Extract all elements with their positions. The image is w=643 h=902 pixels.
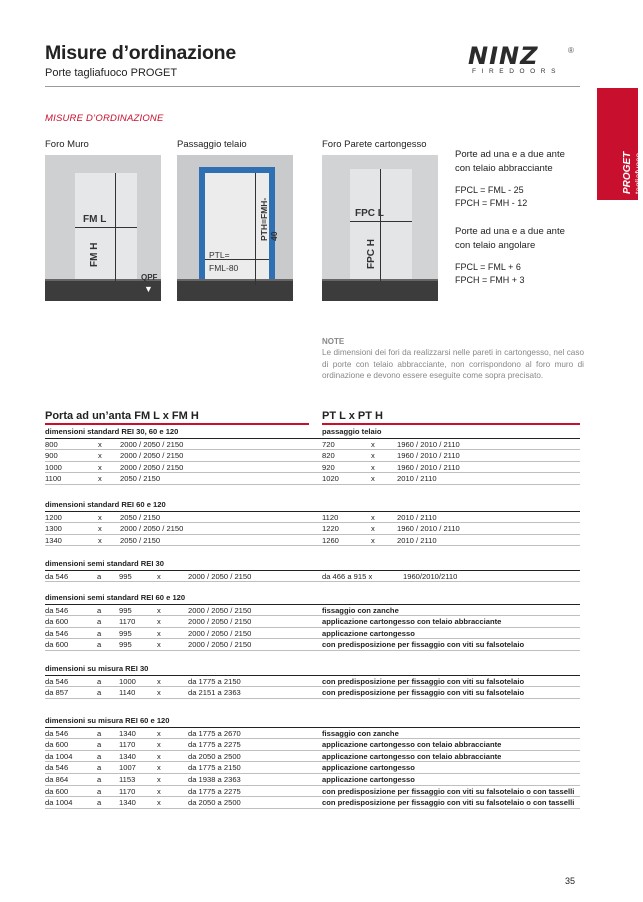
table-cell: x [157, 676, 161, 686]
table-cell: da 1775 a 2670 [188, 728, 241, 738]
table-cell: fissaggio con zanche [322, 728, 399, 738]
table-cell: 2000 / 2050 / 2150 [188, 605, 252, 615]
row-divider [45, 545, 580, 546]
table-cell: 2050 / 2150 [120, 535, 161, 545]
table-cell: x [157, 617, 161, 627]
table-cell: 2050 / 2150 [120, 474, 161, 484]
table-cell: a [97, 798, 102, 808]
table-cell: 1300 [45, 524, 62, 534]
table-cell: da 546 [45, 628, 69, 638]
table-cell: 2000 / 2050 / 2150 [120, 462, 184, 472]
table-cell: da 1004 [45, 751, 73, 761]
pth-label: PTH=FMH-40 [259, 197, 279, 241]
table-cell: da 2151 a 2363 [188, 688, 241, 698]
angolare-formulas: FPCL = FML + 6 FPCH = FMH + 3 [455, 262, 525, 285]
table-cell: 1340 [45, 535, 62, 545]
table-cell: 920 [322, 462, 335, 472]
table-cell: 1340 [119, 751, 136, 761]
table-cell: da 1775 a 2275 [188, 740, 241, 750]
fpch-label: FPC H [366, 239, 377, 269]
table-cell: 1120 [322, 512, 339, 522]
row-divider [45, 698, 580, 699]
table-cell: x [98, 524, 102, 534]
table-cell: x [157, 798, 161, 808]
table-cell: applicazione cartongesso con telaio abbracciante [322, 617, 502, 627]
table-left-title: Porta ad un’anta FM L x FM H [45, 410, 199, 422]
table-cell: 1260 [322, 535, 339, 545]
table-cell: 2010 / 2110 [397, 474, 437, 484]
page-title: Misure d’ordinazione [45, 42, 237, 64]
heading-foro-muro: Foro Muro [45, 139, 89, 150]
table-cell: a [97, 617, 102, 627]
table-cell: a [97, 605, 102, 615]
table-right-rule [322, 423, 580, 425]
table-cell: a [97, 640, 102, 650]
table-cell: 1960 / 2010 / 2110 [397, 439, 460, 449]
table-cell: x [157, 640, 161, 650]
table-cell: da 1938 a 2363 [188, 775, 241, 784]
table-cell: x [98, 462, 102, 472]
header-divider [45, 86, 580, 87]
table-cell: applicazione cartongesso con telaio abbracciante [322, 751, 502, 761]
table-cell: x [98, 439, 102, 449]
table-cell: x [157, 688, 161, 698]
table-cell: con predisposizione per fissaggio con viti su falsotelaio [322, 640, 525, 650]
table-cell: 1960 / 2010 / 2110 [397, 451, 460, 461]
section-heading: MISURE D’ORDINAZIONE [45, 113, 164, 124]
table-cell: 1170 [119, 617, 136, 627]
table-cell: 1340 [119, 728, 136, 738]
table-cell: 2000 / 2050 / 2150 [120, 524, 184, 534]
note-text: Le dimensioni dei fori da realizzarsi nelle pareti in cartongesso, nel caso di porte con telaio abbracciante, non corrispondono al foro muro di ordinazione e devono essere eseguite come sopra precisato. [322, 348, 584, 380]
table-cell: 2010 / 2110 [397, 535, 437, 545]
page-number: 35 [565, 876, 576, 886]
table-cell: 995 [119, 640, 132, 650]
table-cell: 1000 [45, 462, 62, 472]
table-cell: 1000 [119, 676, 136, 686]
table-cell: da 600 [45, 740, 69, 750]
table-cell: 995 [119, 571, 132, 581]
table-cell: con predisposizione per fissaggio con viti su falsotelaio o con tasselli [322, 786, 575, 796]
table-cell: x [157, 740, 161, 750]
table-cell: applicazione cartongesso con telaio abbracciante [322, 740, 502, 750]
note-title: NOTE [322, 337, 345, 346]
table-cell: x [157, 751, 161, 761]
table-cell: con predisposizione per fissaggio con viti su falsotelaio o con tasselli [322, 798, 575, 808]
fml-label: FM L [83, 214, 107, 225]
table-cell: x [371, 524, 375, 534]
table-cell: x [157, 628, 161, 638]
table-cell: 2000 / 2050 / 2150 [120, 439, 184, 449]
table-cell: 2000 / 2050 / 2150 [120, 451, 184, 461]
table-cell: 995 [119, 605, 132, 615]
qpf-label: QPF [141, 273, 158, 282]
table-cell: da 546 [45, 763, 69, 773]
table-cell: 900 [45, 451, 58, 461]
heading-foro-parete: Foro Parete cartongesso [322, 139, 427, 150]
table-cell: da 1775 a 2150 [188, 763, 241, 773]
table-cell: 995 [119, 628, 132, 638]
abbracciante-title: Porte ad una e a due ante con telaio abbracciante [455, 149, 565, 174]
table-cell: a [97, 628, 102, 638]
section-label-text: dimensioni semi standard REI 30 [45, 559, 165, 568]
table-cell: 2000 / 2050 / 2150 [188, 628, 252, 638]
table-cell: 720 [322, 439, 335, 449]
table-cell: 1170 [119, 740, 136, 750]
table-cell: da 1775 a 2150 [188, 676, 241, 686]
heading-passaggio-telaio: Passaggio telaio [177, 139, 247, 150]
table-cell: x [98, 535, 102, 545]
section-label-text: dimensioni semi standard REI 60 e 120 [45, 593, 186, 602]
side-tab [597, 88, 643, 200]
registered-mark: ® [568, 46, 574, 55]
table-cell: x [371, 512, 375, 522]
table-section-label [45, 499, 580, 511]
section-label-text: dimensioni standard REI 30, 60 e 120 [45, 427, 179, 436]
table-cell: da 2050 a 2500 [188, 751, 241, 761]
table-cell: 2050 / 2150 [120, 512, 161, 522]
table-cell: 1153 [119, 775, 136, 784]
table-cell: 800 [45, 439, 58, 449]
ptl-formula-label: FML-80 [209, 263, 239, 273]
side-tab-title: PROGET [622, 151, 633, 194]
table-section-label [45, 715, 580, 727]
table-cell: x [371, 474, 375, 484]
table-cell: 1020 [322, 474, 339, 484]
table-cell: 1960 / 2010 / 2110 [397, 462, 460, 472]
table-section-label [45, 663, 580, 675]
table-cell: x [157, 728, 161, 738]
section-right-label-text: passaggio telaio [322, 427, 382, 436]
arrow-down-icon: ▼ [144, 284, 153, 294]
table-cell: 1960 / 2010 / 2110 [397, 524, 460, 534]
table-cell: a [97, 763, 102, 773]
table-cell: x [98, 512, 102, 522]
table-cell: a [97, 740, 102, 750]
table-cell: a [97, 751, 102, 761]
table-cell: x [157, 605, 161, 615]
table-cell: da 1775 a 2275 [188, 786, 241, 796]
table-left-rule [45, 423, 309, 425]
table-cell: 2000 / 2050 / 2150 [188, 640, 252, 650]
row-divider [45, 581, 580, 582]
logo-tagline: FIREDOORS [472, 68, 562, 75]
section-label-text: dimensioni su misura REI 30 [45, 664, 149, 673]
side-tab-subtitle: tagliafuoco [633, 152, 643, 194]
foro-parete-image [322, 155, 438, 301]
table-cell: con predisposizione per fissaggio con viti su falsotelaio [322, 676, 525, 686]
table-cell: a [97, 688, 102, 698]
table-cell: 2010 / 2110 [397, 512, 437, 522]
fpcl-label: FPC L [355, 208, 384, 219]
table-cell: da 466 a 915 x [322, 571, 373, 581]
table-cell: da 2050 a 2500 [188, 798, 241, 808]
ptl-label: PTL= [209, 250, 230, 260]
table-cell: x [371, 535, 375, 545]
table-cell: 2000 / 2050 / 2150 [188, 617, 252, 627]
table-cell: a [97, 676, 102, 686]
table-cell: 1140 [119, 688, 136, 698]
row-divider [45, 650, 580, 651]
angolare-title: Porte ad una e a due ante con telaio angolare [455, 226, 565, 251]
table-cell: con predisposizione per fissaggio con viti su falsotelaio [322, 688, 525, 698]
table-cell: da 600 [45, 617, 69, 627]
table-cell: a [97, 571, 102, 581]
foro-muro-image [45, 155, 161, 301]
table-right-title: PT L x PT H [322, 410, 383, 422]
section-label-text: dimensioni su misura REI 60 e 120 [45, 716, 170, 725]
table-cell: a [97, 786, 102, 796]
table-cell: 1220 [322, 524, 339, 534]
table-cell: da 600 [45, 786, 69, 796]
table-cell: x [98, 474, 102, 484]
table-cell: da 546 [45, 605, 69, 615]
table-cell: x [157, 571, 161, 581]
table-cell: 1960/2010/2110 [403, 571, 458, 581]
table-cell: da 546 [45, 571, 69, 581]
ninz-logo [468, 44, 580, 76]
abbracciante-formulas: FPCL = FML - 25 FPCH = FMH - 12 [455, 185, 528, 208]
table-cell: da 857 [45, 688, 69, 698]
table-section-label [45, 558, 580, 570]
table-cell: a [97, 775, 102, 784]
row-divider [45, 808, 580, 809]
table-cell: 1170 [119, 786, 136, 796]
table-cell: x [157, 775, 161, 784]
table-cell: applicazione cartongesso [322, 628, 415, 638]
table-cell: applicazione cartongesso [322, 775, 415, 784]
table-cell: x [157, 786, 161, 796]
table-cell: da 600 [45, 640, 69, 650]
passaggio-telaio-image [177, 155, 293, 301]
table-cell: da 546 [45, 728, 69, 738]
logo-wordmark: NINZ [468, 42, 539, 70]
table-cell: da 1004 [45, 798, 73, 808]
table-cell: x [157, 763, 161, 773]
row-divider [45, 484, 580, 485]
table-cell: x [371, 439, 375, 449]
table-cell: 1340 [119, 798, 136, 808]
table-section-label [45, 426, 580, 438]
table-cell: 820 [322, 451, 335, 461]
table-cell: x [371, 451, 375, 461]
table-cell: da 864 [45, 775, 69, 784]
table-cell: fissaggio con zanche [322, 605, 399, 615]
table-cell: a [97, 728, 102, 738]
table-cell: da 546 [45, 676, 69, 686]
table-section-label [45, 592, 580, 604]
table-cell: 1200 [45, 512, 62, 522]
table-cell: 2000 / 2050 / 2150 [188, 571, 252, 581]
page-subtitle: Porte tagliafuoco PROGET [45, 67, 178, 79]
table-cell: 1007 [119, 763, 136, 773]
table-cell: x [98, 451, 102, 461]
fmh-label: FM H [89, 242, 100, 267]
section-label-text: dimensioni standard REI 60 e 120 [45, 500, 166, 509]
table-cell: x [371, 462, 375, 472]
table-cell: 1100 [45, 474, 62, 484]
table-cell: applicazione cartongesso [322, 763, 415, 773]
